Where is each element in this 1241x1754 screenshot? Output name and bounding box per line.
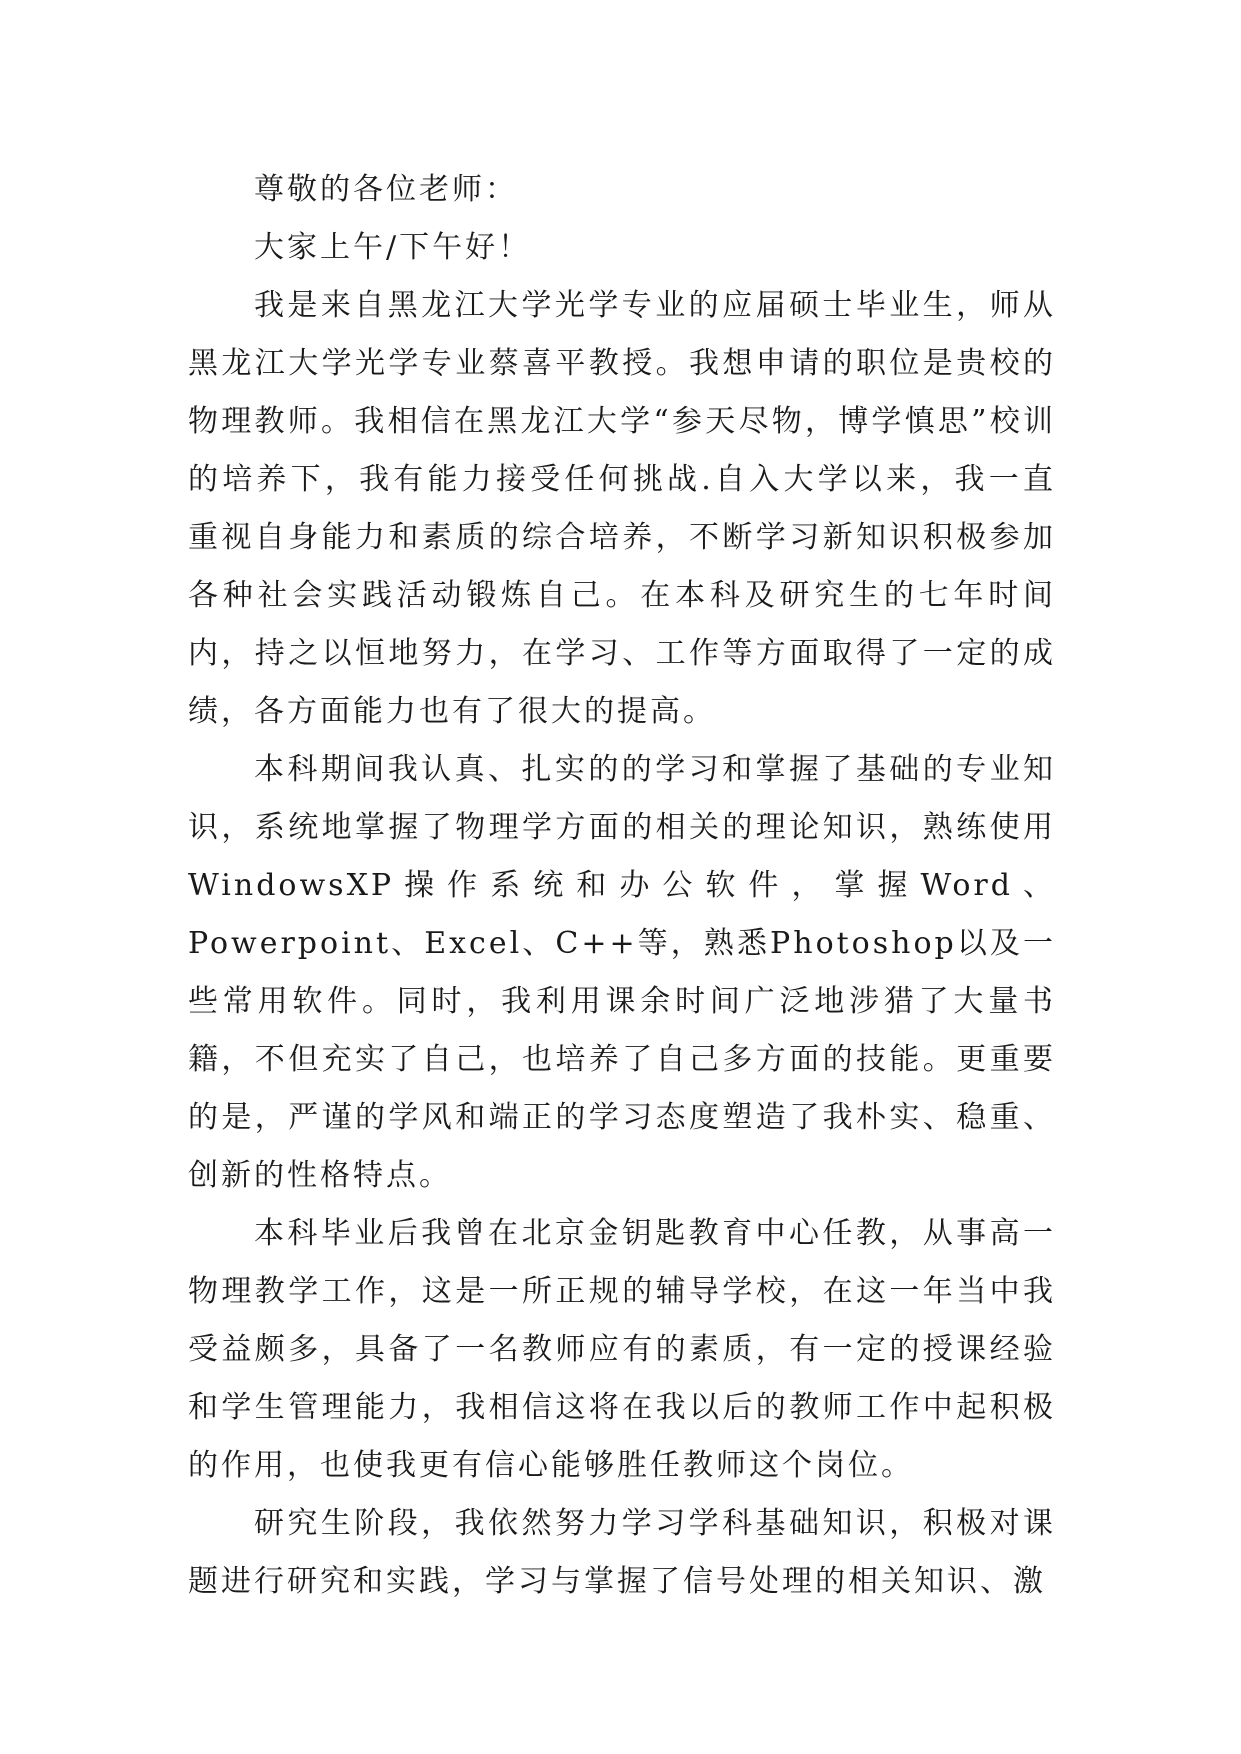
paragraph-undergraduate: 本科期间我认真、扎实的的学习和掌握了基础的专业知识，系统地掌握了物理学方面的相关的理论知识，熟练使用WindowsXP操作系统和办公软件，掌握Word、Powerpoint、Excel、C++等，熟悉Photoshop以及一些常用软件。同时，我利用课余时间广泛地涉猎了大量书籍，不但充实了自己，也培养了自己多方面的技能。更重要的是，严谨的学风和端正的学习态度塑造了我朴实、稳重、创新的性格特点。 <box>188 752 1056 1193</box>
paragraph-graduate: 研究生阶段，我依然努力学习学科基础知识，积极对课题进行研究和实践，学习与掌握了信号处理的相关知识、激 <box>188 1506 1056 1599</box>
paragraph-teaching-experience: 本科毕业后我曾在北京金钥匙教育中心任教，从事高一物理教学工作，这是一所正规的辅导学校，在这一年当中我受益颇多，具备了一名教师应有的素质，有一定的授课经验和学生管理能力，我相信这将在我以后的教师工作中起积极的作用，也使我更有信心能够胜任教师这个岗位。 <box>188 1216 1056 1483</box>
salutation: 尊敬的各位老师： <box>254 172 518 207</box>
paragraph-introduction: 我是来自黑龙江大学光学专业的应届硕士毕业生，师从黑龙江大学光学专业蔡喜平教授。我想申请的职位是贵校的物理教师。我相信在黑龙江大学“参天尽物，博学慎思”校训的培养下，我有能力接受任何挑战.自入大学以来，我一直重视自身能力和素质的综合培养，不断学习新知识积极参加各种社会实践活动锻炼自己。在本科及研究生的七年时间内，持之以恒地努力，在学习、工作等方面取得了一定的成绩，各方面能力也有了很大的提高。 <box>188 288 1056 729</box>
greeting: 大家上午/下午好！ <box>254 230 532 265</box>
document-body <box>188 161 1056 1611</box>
